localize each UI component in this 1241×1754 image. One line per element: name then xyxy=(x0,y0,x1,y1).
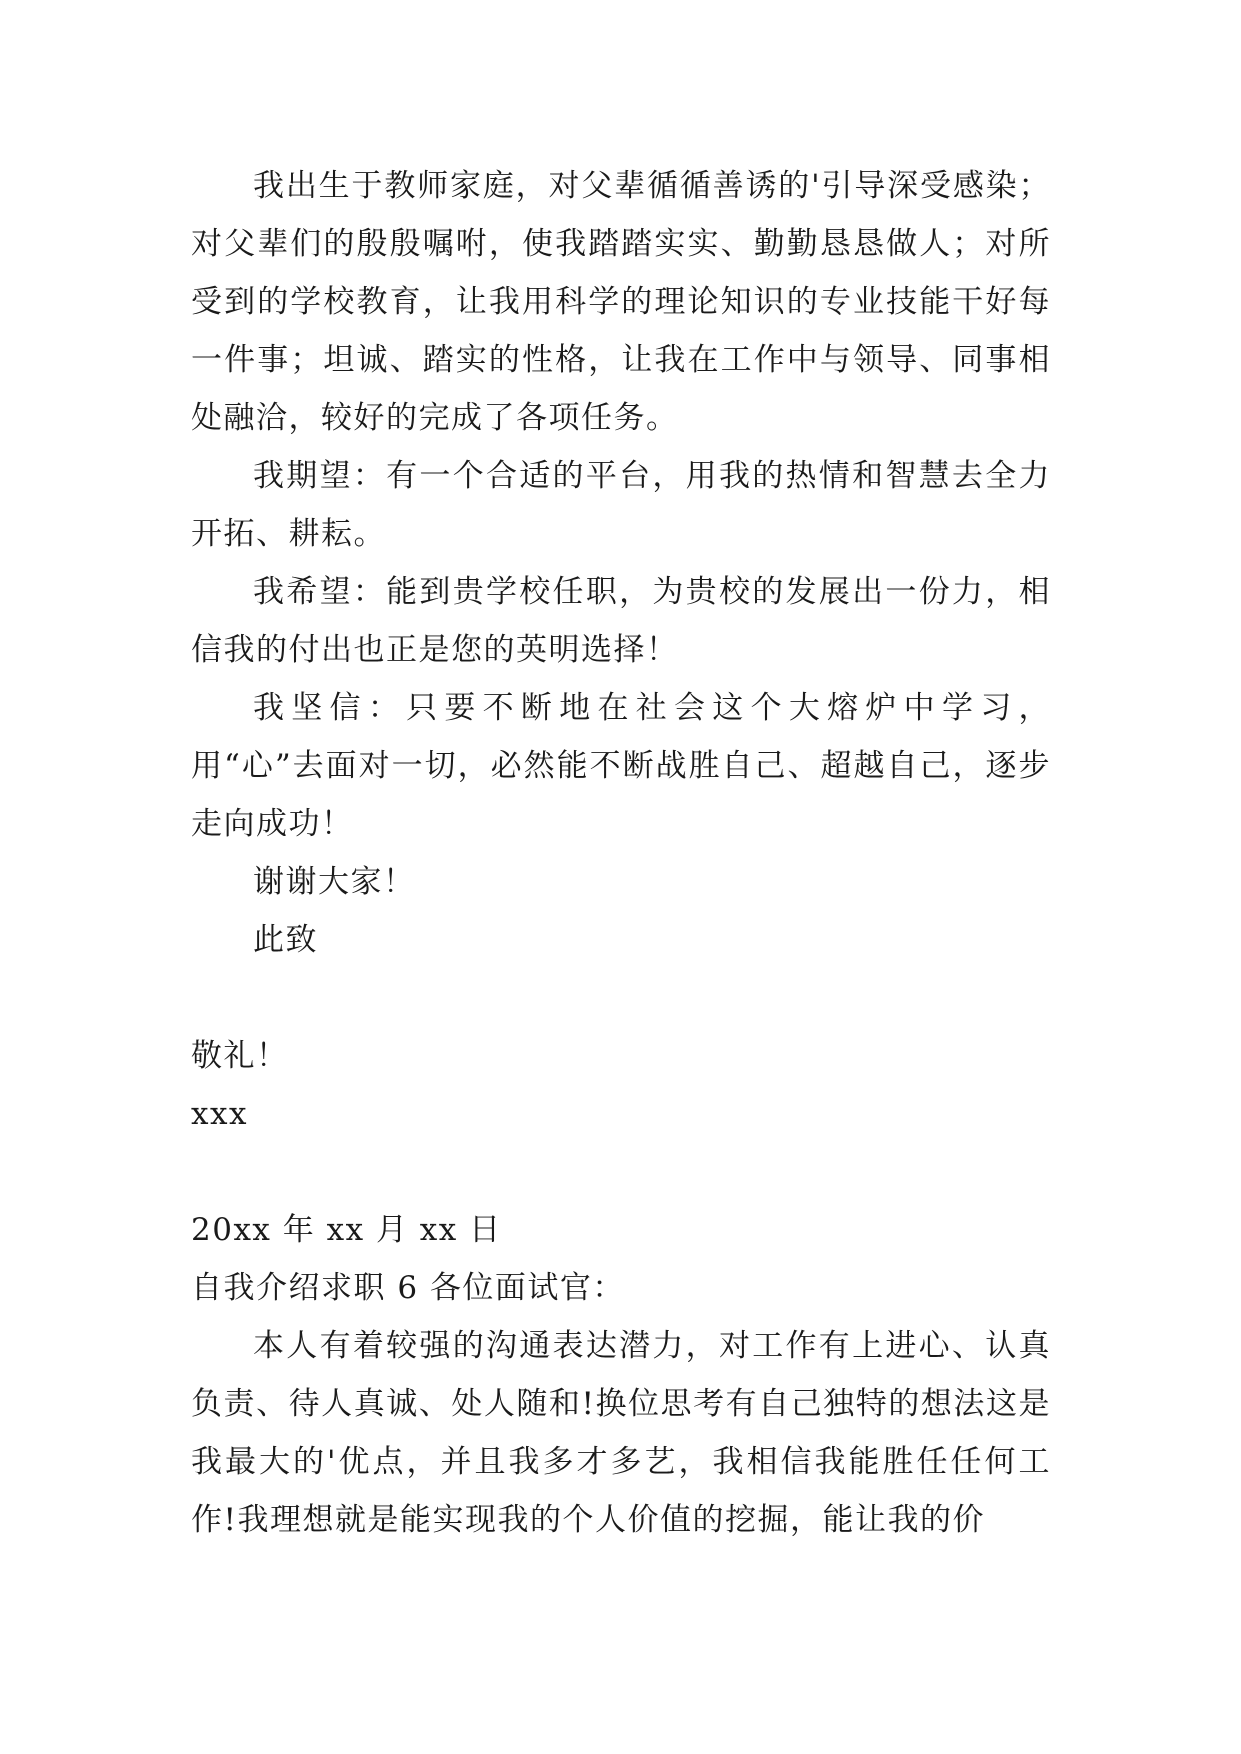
section-heading: 自我介绍求职 6 各位面试官： xyxy=(191,1270,625,1306)
paragraph-family-background: 我出生于教师家庭，对父辈循循善诱的'引导深受感染；对父辈们的殷殷嘱咐，使我踏踏实实、勤勤恳恳做人；对所受到的学校教育，让我用科学的理论知识的专业技能干好每一件事；坦诚、踏实的性格，让我在工作中与领导、同事相处融洽，较好的完成了各项任务。 xyxy=(191,168,1051,436)
signature: xxx xyxy=(191,1096,248,1132)
paragraph-expectation: 我期望：有一个合适的平台，用我的热情和智慧去全力开拓、耕耘。 xyxy=(191,458,1051,552)
paragraph-self-intro: 本人有着较强的沟通表达潜力，对工作有上进心、认真负责、待人真诚、处人随和!换位思考有自己独特的想法这是我最大的'优点，并且我多才多艺，我相信我能胜任任何工作!我理想就是能实现我的个人价值的挖掘，能让我的价 xyxy=(191,1328,1051,1538)
document-body xyxy=(191,157,1051,1549)
paragraph-belief: 我坚信：只要不断地在社会这个大熔炉中学习，用“心”去面对一切，必然能不断战胜自己、超越自己，逐步走向成功！ xyxy=(191,690,1051,842)
spacer xyxy=(191,969,1051,1027)
paragraph-hope: 我希望：能到贵学校任职，为贵校的发展出一份力，相信我的付出也正是您的英明选择！ xyxy=(191,574,1051,668)
paragraph-salutation: 此致 xyxy=(253,922,318,958)
closing-regards: 敬礼！ xyxy=(191,1038,289,1074)
spacer xyxy=(191,1143,1051,1201)
date-line: 20xx 年 xx 月 xx 日 xyxy=(191,1212,502,1248)
paragraph-thanks: 谢谢大家！ xyxy=(253,864,416,900)
